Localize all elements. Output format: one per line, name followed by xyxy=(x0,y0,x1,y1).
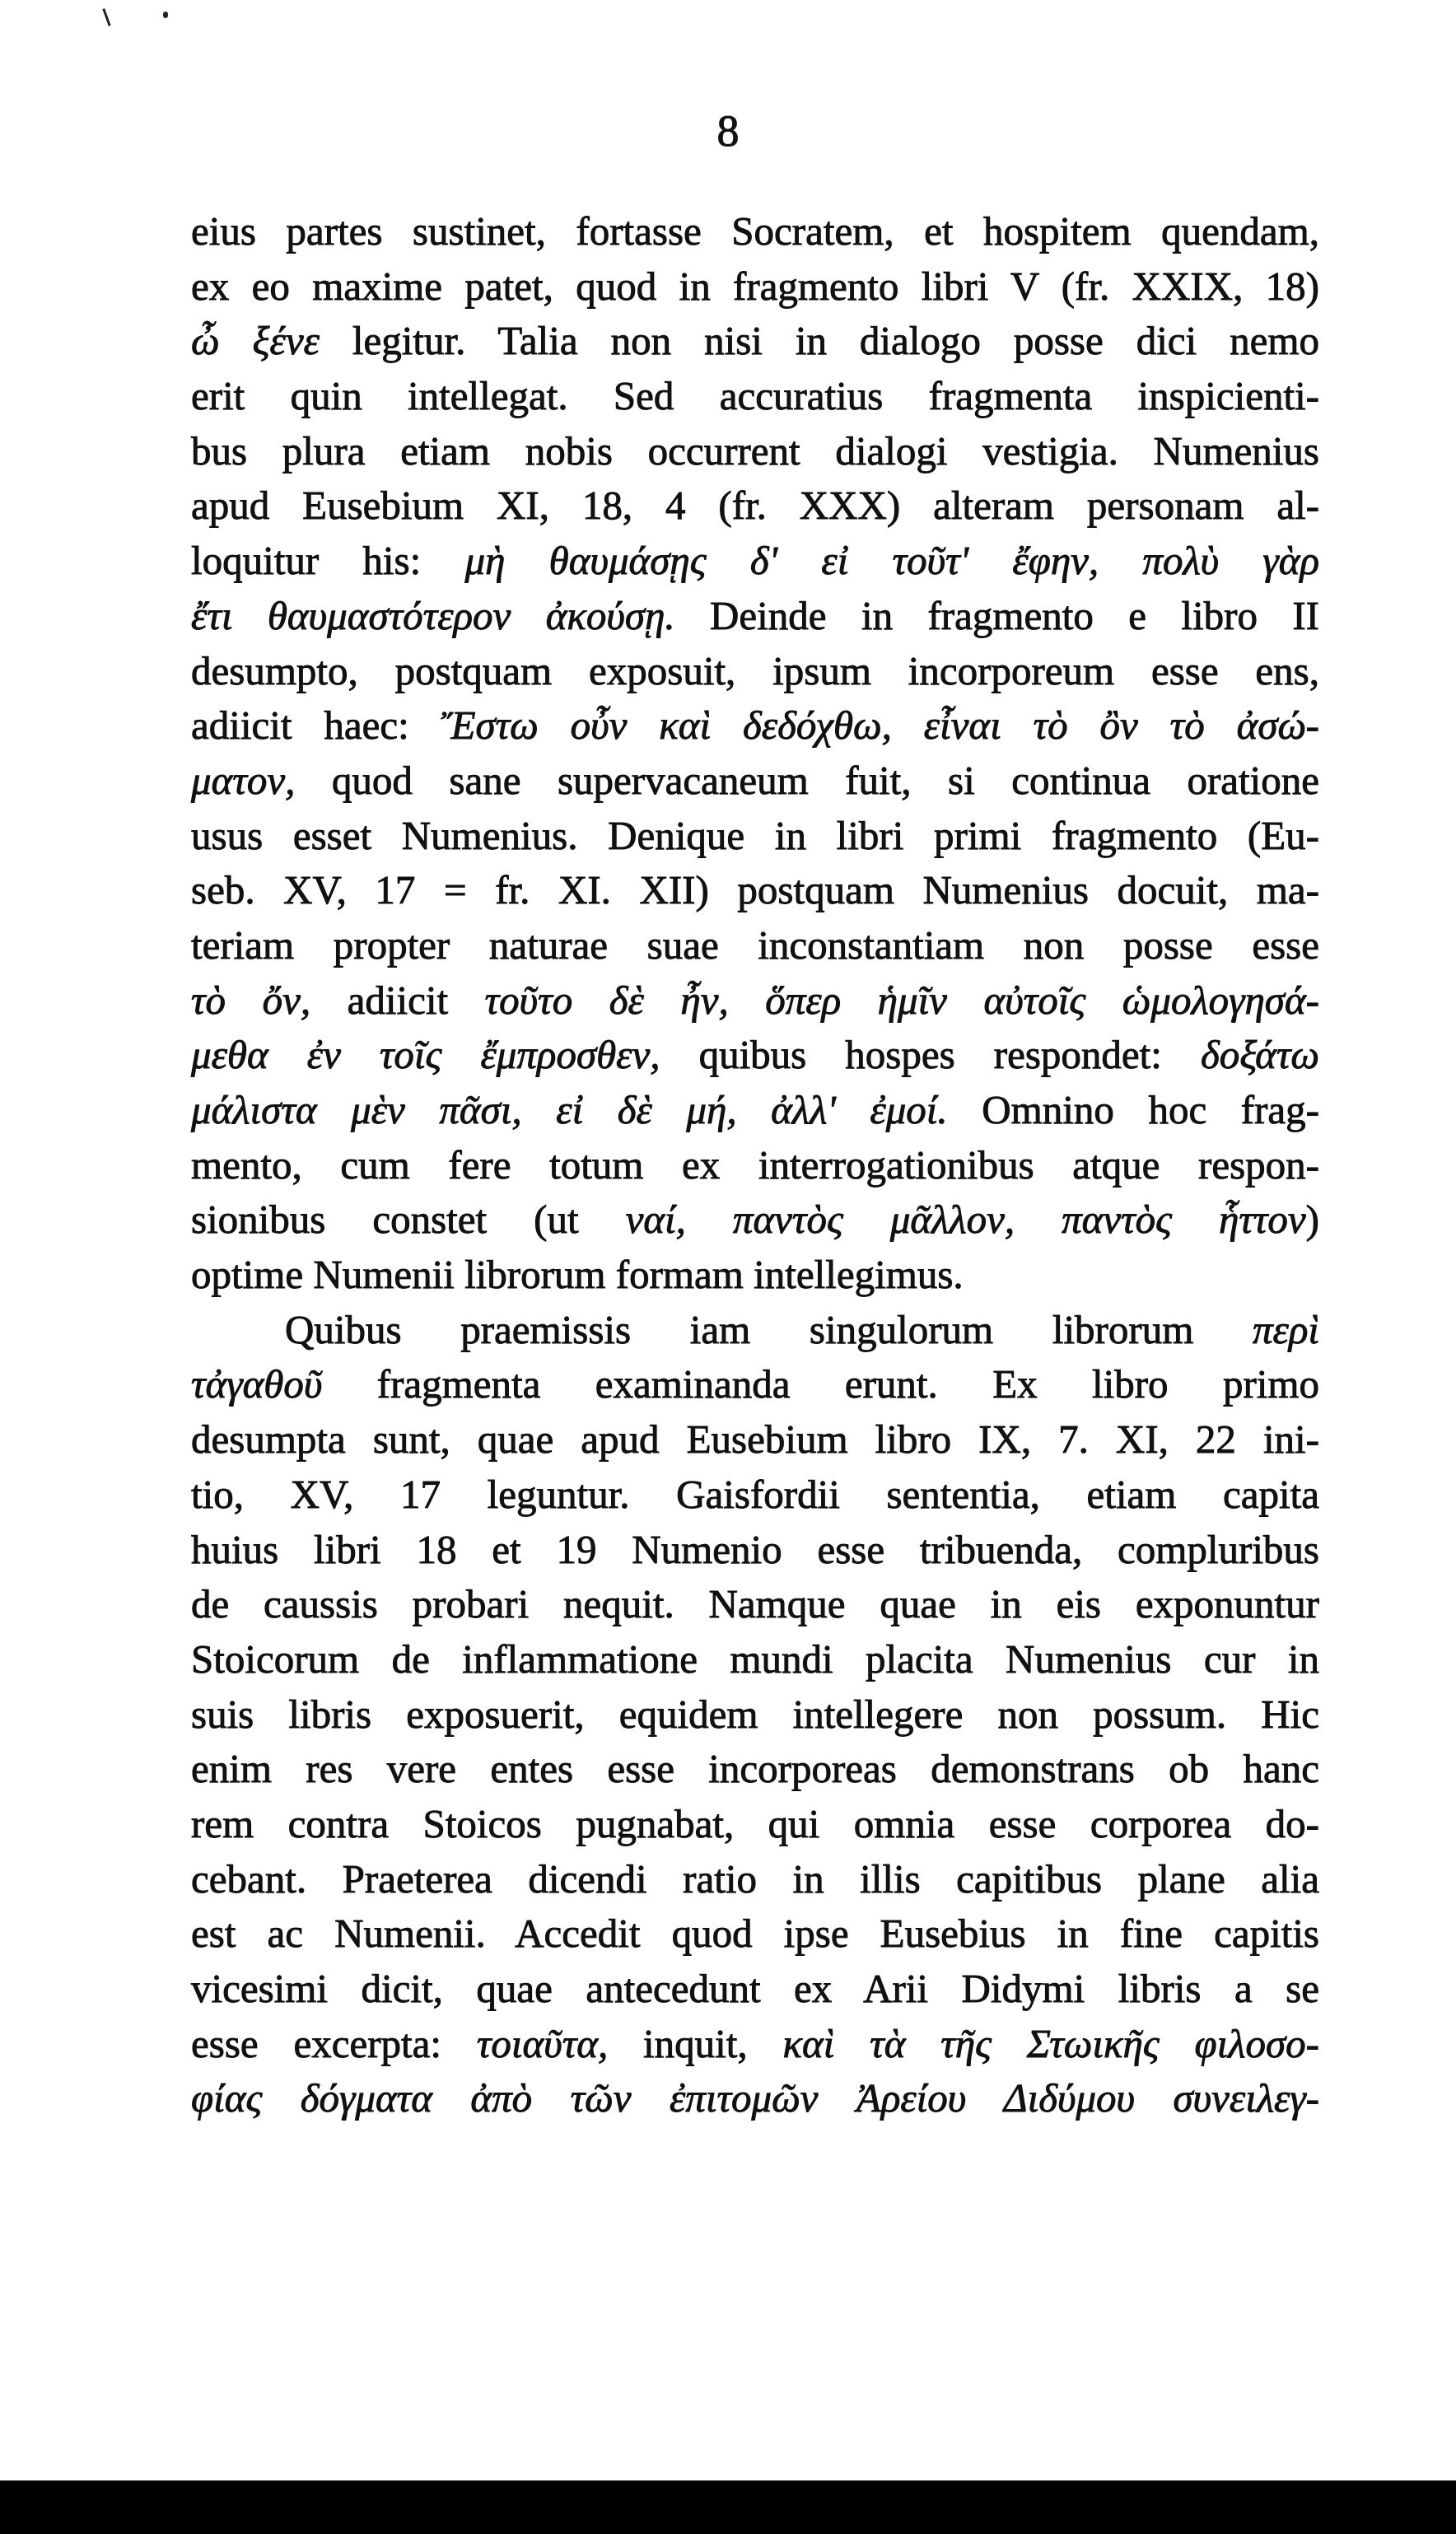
text-line xyxy=(191,314,1319,369)
text-line xyxy=(191,1577,1319,1632)
latin-text: mento, cum fere totum ex interrogationibus atque respon- xyxy=(191,1141,1319,1188)
scan-speck xyxy=(102,8,110,26)
greek-quote: ματον, xyxy=(191,757,296,803)
greek-quote: περὶ xyxy=(1253,1306,1319,1352)
text-line xyxy=(191,1632,1319,1687)
greek-quote: ναί, παντὸς μᾶλλον, παντὸς ἧττον xyxy=(625,1197,1306,1243)
text-line xyxy=(191,478,1319,534)
text-line xyxy=(191,2017,1319,2072)
text-line xyxy=(191,204,1319,259)
text-line xyxy=(191,863,1319,918)
latin-text: eius partes sustinet, fortasse Socratem, et hospitem quendam, xyxy=(191,208,1319,254)
greek-quote: τοιαῦτα, xyxy=(476,2020,609,2066)
text-line xyxy=(191,1412,1319,1468)
latin-text: esse excerpta: xyxy=(191,2020,477,2066)
text-line xyxy=(191,1906,1319,1962)
text-line xyxy=(191,1742,1319,1797)
latin-text: ex eo maxime patet, quod in fragmento libri V (fr. XXIX, 18) xyxy=(191,263,1319,309)
latin-text: optime Numenii librorum formam intellegimus. xyxy=(191,1252,964,1298)
page-number: 8 xyxy=(716,106,740,156)
text-line xyxy=(191,1852,1319,1907)
text-line xyxy=(191,1797,1319,1852)
latin-text: fragmenta examinanda erunt. Ex libro primo xyxy=(322,1361,1319,1407)
latin-text: quod sane supervacaneum fuit, si continua oratione xyxy=(295,757,1319,803)
text-line xyxy=(191,2071,1319,2126)
latin-text: seb. XV, 17 = fr. XI. XII) postquam Numenius docuit, ma- xyxy=(191,867,1319,913)
text-line xyxy=(191,698,1319,754)
latin-text: Stoicorum de inflammatione mundi placita Numenius cur in xyxy=(191,1636,1319,1682)
greek-quote: τἀγαθοῦ xyxy=(191,1361,323,1407)
text-line xyxy=(191,1138,1319,1193)
latin-text: Omnino hoc frag- xyxy=(947,1087,1319,1132)
text-line xyxy=(191,1357,1319,1412)
latin-text: vicesimi dicit, quae antecedunt ex Arii Didymi libris a se xyxy=(191,1966,1319,2011)
latin-text: apud Eusebium XI, 18, 4 (fr. XXX) alteram personam al- xyxy=(191,483,1319,529)
greek-quote: μάλιστα μὲν πᾶσι, εἰ δὲ μή, ἀλλ' ἐμοί. xyxy=(191,1087,948,1132)
text-line xyxy=(191,1028,1319,1083)
text-line xyxy=(191,534,1319,589)
greek-quote: τὸ ὄν, xyxy=(191,977,311,1023)
body-text xyxy=(191,204,1319,2126)
text-line xyxy=(191,259,1319,315)
latin-text: tio, XV, 17 leguntur. Gaisfordii sententia, etiam capita xyxy=(191,1471,1319,1517)
greek-quote: Ἔστω οὖν καὶ δεδόχθω, εἶναι τὸ ὂν τὸ ἀσώ- xyxy=(441,702,1319,749)
latin-text: huius libri 18 et 19 Numenio esse tribuenda, compluribus xyxy=(191,1526,1319,1572)
text-line xyxy=(191,424,1319,479)
text-line xyxy=(191,1523,1319,1578)
text-line xyxy=(191,918,1319,973)
latin-text: desumpto, postquam exposuit, ipsum incorporeum esse ens, xyxy=(191,647,1319,693)
latin-text: cebant. Praeterea dicendi ratio in illis capitibus plane alia xyxy=(191,1855,1319,1902)
latin-text: usus esset Numenius. Denique in libri primi fragmento (Eu- xyxy=(191,812,1319,858)
latin-text: adiicit haec: xyxy=(191,702,441,749)
scan-border-bottom xyxy=(0,2480,1456,2534)
latin-text: Quibus praemissis iam singulorum librorum xyxy=(285,1306,1253,1352)
latin-text: desumpta sunt, quae apud Eusebium libro IX, 7. XI, 22 ini- xyxy=(191,1416,1319,1463)
text-line xyxy=(191,973,1319,1029)
text-line xyxy=(191,1248,1319,1303)
latin-text: teriam propter naturae suae inconstantiam non posse esse xyxy=(191,922,1319,968)
text-line xyxy=(191,1083,1319,1138)
latin-text: quibus hospes respondet: xyxy=(660,1032,1201,1078)
latin-text: Deinde in fragmento e libro II xyxy=(674,592,1319,638)
greek-quote: καὶ τὰ τῆς Στωικῆς φιλοσο- xyxy=(782,2020,1319,2066)
latin-text: inquit, xyxy=(608,2020,783,2066)
text-line xyxy=(191,1303,1319,1358)
text-line xyxy=(191,1687,1319,1743)
text-line xyxy=(191,1962,1319,2017)
latin-text: suis libris exposuerit, equidem intellegere non possum. Hic xyxy=(191,1691,1319,1737)
latin-text: est ac Numenii. Accedit quod ipse Eusebius in fine capitis xyxy=(191,1911,1319,1957)
greek-quote: ὦ ξένε xyxy=(191,318,320,364)
text-line xyxy=(191,369,1319,424)
latin-text: legitur. Talia non nisi in dialogo posse dici nemo xyxy=(319,318,1319,364)
text-line xyxy=(191,1468,1319,1523)
text-line xyxy=(191,754,1319,809)
latin-text: sionibus constet (ut xyxy=(191,1197,626,1243)
greek-quote: ἔτι θαυμαστότερον ἀκούσῃ. xyxy=(191,592,675,638)
scan-speck xyxy=(163,12,168,18)
latin-text: ) xyxy=(1305,1197,1319,1243)
greek-quote: τοῦτο δὲ ἦν, ὅπερ ἡμῖν αὐτοῖς ὡμολογησά- xyxy=(484,977,1319,1023)
text-line xyxy=(191,809,1319,864)
greek-quote: μὴ θαυμάσῃς δ' εἰ τοῦτ' ἔφην, πολὺ γὰρ xyxy=(464,538,1319,584)
latin-text: adiicit xyxy=(310,977,485,1023)
latin-text: enim res vere entes esse incorporeas demonstrans ob hanc xyxy=(191,1746,1319,1792)
greek-quote: φίας δόγματα ἀπὸ τῶν ἐπιτομῶν Ἀρείου Διδύμου συνειλεγ- xyxy=(191,2075,1319,2121)
latin-text: bus plura etiam nobis occurrent dialogi vestigia. Numenius xyxy=(191,427,1319,474)
text-line xyxy=(191,644,1319,699)
greek-quote: δοξάτω xyxy=(1200,1032,1320,1078)
greek-quote: μεθα ἐν τοῖς ἔμπροσθεν, xyxy=(191,1032,660,1078)
latin-text: rem contra Stoicos pugnabat, qui omnia esse corporea do- xyxy=(191,1800,1319,1846)
text-line xyxy=(191,589,1319,644)
latin-text: erit quin intellegat. Sed accuratius fragmenta inspicienti- xyxy=(191,373,1319,419)
latin-text: de caussis probari nequit. Namque quae in eis exponuntur xyxy=(191,1581,1319,1627)
latin-text: loquitur his: xyxy=(191,538,465,584)
text-line xyxy=(191,1192,1319,1248)
